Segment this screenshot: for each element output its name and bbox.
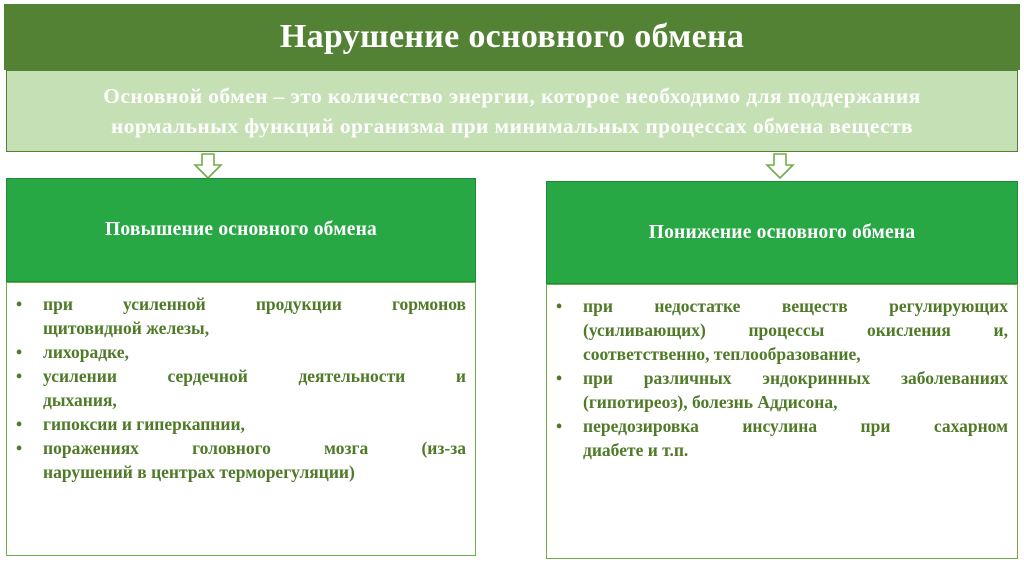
list-item-line: • гипоксии и гиперкапнии, — [43, 414, 245, 434]
increase-title: Повышение основного обмена — [105, 219, 377, 240]
list-item-line: • при усиленной продукции гормонов — [43, 294, 466, 314]
definition-text — [103, 81, 920, 141]
decrease-title: Понижение основного обмена — [648, 221, 916, 243]
list-item-line: соответственно, теплообразование, — [583, 344, 861, 364]
definition-line-1: Основной обмен – это количество энергии, которое необходимо для поддержания — [103, 84, 921, 108]
list-item-line: • при различных эндокринных заболеваниях — [583, 368, 1008, 388]
title-bar — [4, 4, 1020, 70]
list-item-line: (усиливающих) процессы окисления и, — [583, 320, 1008, 340]
decrease-list — [547, 285, 1017, 462]
definition-box — [6, 70, 1018, 152]
list-item — [7, 340, 466, 364]
list-item-line: дыхания, — [43, 390, 117, 410]
list-item — [547, 414, 1008, 462]
list-item-line: • усилении сердечной деятельности и — [43, 366, 466, 386]
definition-line-2: нормальных функций организма при минимальных процессах обмена веществ — [110, 114, 914, 138]
list-item-line: • при недостатке веществ регулирующих — [583, 296, 1008, 316]
increase-header — [6, 178, 476, 282]
down-arrow-icon-right — [765, 153, 795, 180]
list-item-line: (гипотиреоз), болезнь Аддисона, — [583, 392, 838, 412]
list-item-line: диабете и т.п. — [583, 440, 689, 460]
list-item-line: нарушений в центрах терморегуляции) — [43, 462, 355, 482]
decrease-header — [546, 181, 1018, 284]
increase-list-box — [6, 282, 476, 556]
list-item — [547, 294, 1008, 366]
list-item-line: щитовидной железы, — [43, 318, 210, 338]
list-item — [7, 292, 466, 340]
list-item — [7, 364, 466, 412]
down-arrow-icon-left — [193, 153, 223, 180]
increase-list — [7, 283, 475, 484]
list-item — [547, 366, 1008, 414]
list-item-line: • лихорадке, — [43, 342, 129, 362]
decrease-list-box — [546, 284, 1018, 559]
page-title: Нарушение основного обмена — [279, 18, 745, 55]
list-item-line: • поражениях головного мозга (из-за — [43, 438, 466, 458]
list-item — [7, 412, 466, 436]
list-item-line: • передозировка инсулина при сахарном — [583, 416, 1008, 436]
list-item — [7, 436, 466, 484]
